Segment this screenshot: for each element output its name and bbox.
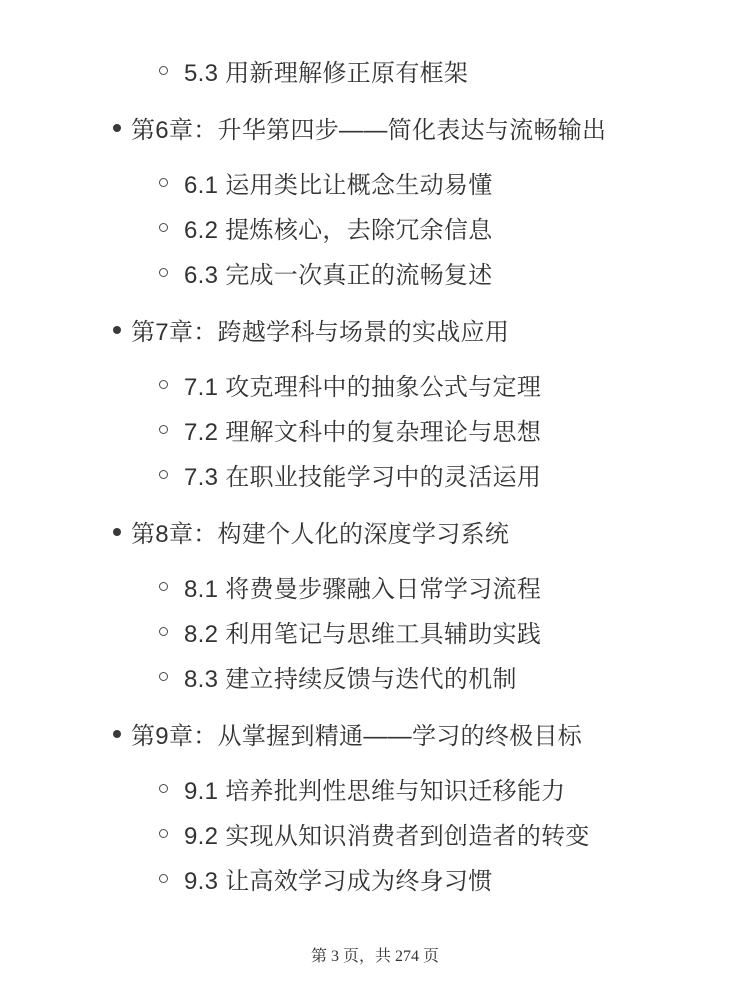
circle-bullet-icon [159,672,168,681]
toc-section-item [0,205,730,250]
toc-section-item [0,160,730,205]
toc-section-label: 8.2 利用笔记与思维工具辅助实践 [184,621,542,648]
toc-section-item [0,362,730,407]
circle-bullet-icon [159,178,168,187]
circle-bullet-icon [159,874,168,883]
toc-chapter-item [0,105,730,150]
toc-section-label: 5.3 用新理解修正原有框架 [184,60,469,87]
circle-bullet-icon [159,627,168,636]
toc-chapter-label: 第6章：升华第四步——简化表达与流畅输出 [131,117,607,144]
circle-bullet-icon [159,784,168,793]
circle-bullet-icon [159,425,168,434]
toc-section-label: 8.3 建立持续反馈与迭代的机制 [184,666,517,693]
toc-section-label: 8.1 将费曼步骤融入日常学习流程 [184,576,542,603]
circle-bullet-icon [159,66,168,75]
toc-section-item [0,250,730,295]
toc-section-label: 9.1 培养批判性思维与知识迁移能力 [184,778,566,805]
toc-chapter-label: 第9章：从掌握到精通——学习的终极目标 [131,723,583,750]
circle-bullet-icon [159,829,168,838]
circle-bullet-icon [159,268,168,277]
toc-section-item [0,766,730,811]
toc-section-label: 7.3 在职业技能学习中的灵活运用 [184,464,542,491]
toc-chapter-label: 第7章：跨越学科与场景的实战应用 [131,319,510,346]
toc-section-item [0,856,730,901]
disc-bullet-icon [113,124,121,132]
circle-bullet-icon [159,380,168,389]
toc-section-item [0,564,730,609]
toc-section-label: 6.3 完成一次真正的流畅复述 [184,262,493,289]
toc-section-label: 7.1 攻克理科中的抽象公式与定理 [184,374,542,401]
toc-section-item [0,48,730,93]
toc-chapter-label: 第8章：构建个人化的深度学习系统 [131,521,510,548]
toc-section-item [0,811,730,856]
toc-section-label: 9.2 实现从知识消费者到创造者的转变 [184,823,590,850]
circle-bullet-icon [159,582,168,591]
circle-bullet-icon [159,470,168,479]
toc-section-label: 6.2 提炼核心，去除冗余信息 [184,217,493,244]
toc-section-label: 7.2 理解文科中的复杂理论与思想 [184,419,542,446]
toc-section-item [0,407,730,452]
circle-bullet-icon [159,223,168,232]
toc-chapter-item [0,307,730,352]
toc-chapter-item [0,711,730,756]
toc-chapter-item [0,509,730,554]
disc-bullet-icon [113,528,121,536]
disc-bullet-icon [113,730,121,738]
toc-section-label: 6.1 运用类比让概念生动易懂 [184,172,493,199]
toc-section-label: 9.3 让高效学习成为终身习惯 [184,868,493,895]
page-number: 第 3 页，共 274 页 [310,948,439,965]
toc-section-item [0,609,730,654]
toc-section-item [0,654,730,699]
disc-bullet-icon [113,326,121,334]
toc-section-item [0,452,730,497]
